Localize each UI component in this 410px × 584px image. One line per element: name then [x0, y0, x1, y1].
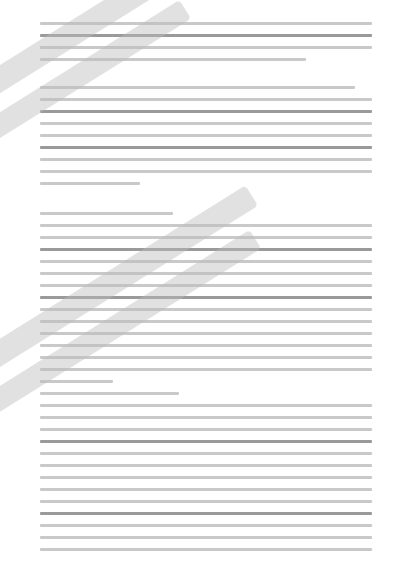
paragraph-block-4 [40, 392, 372, 560]
paragraph-block-3 [40, 212, 372, 392]
paragraph-block-1 [40, 22, 372, 70]
paragraph-block-2 [40, 86, 372, 194]
